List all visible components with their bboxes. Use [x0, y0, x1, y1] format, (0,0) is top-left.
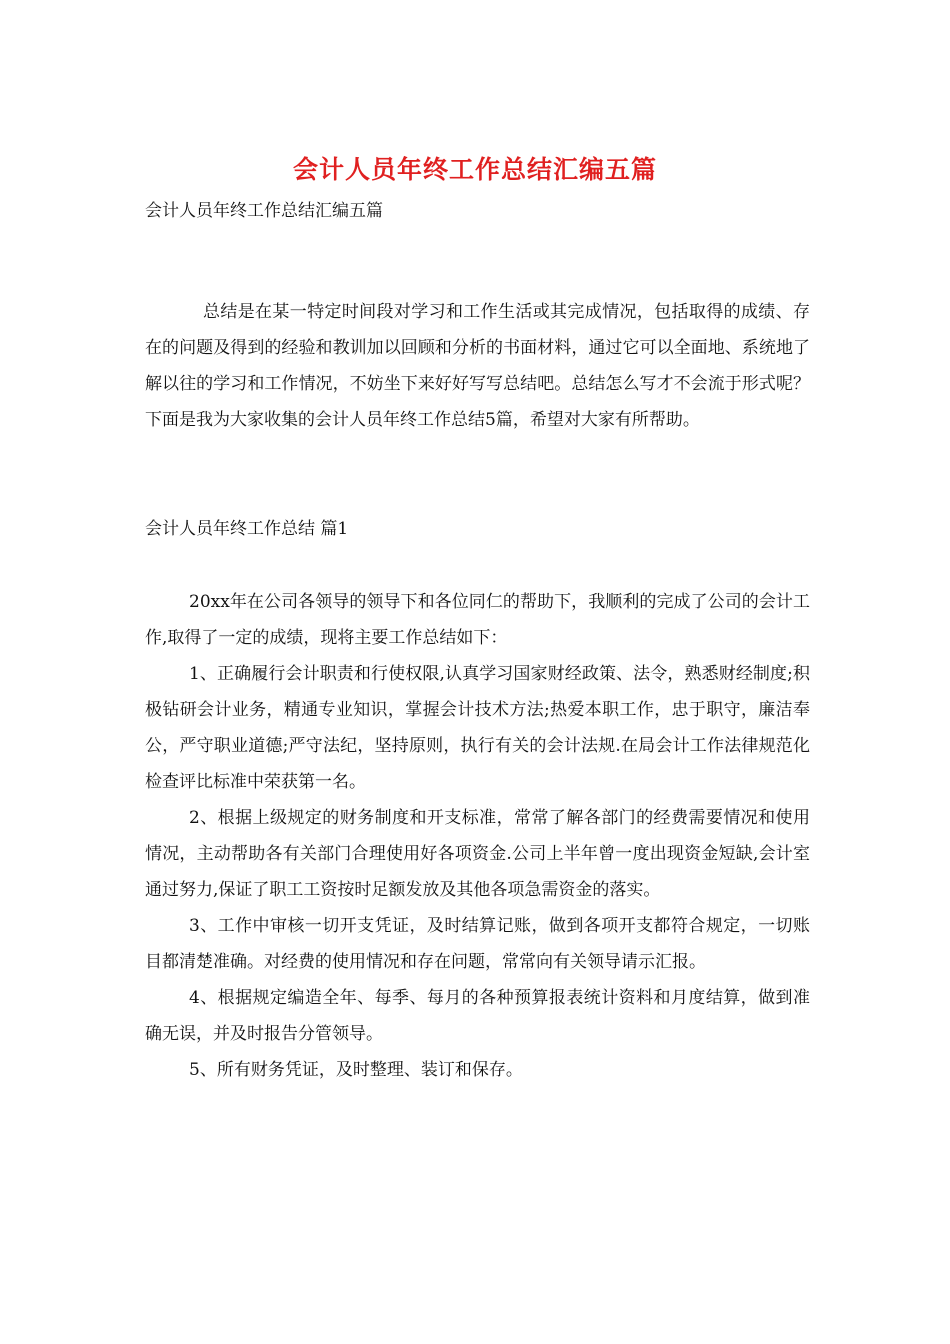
- intro-paragraph: 总结是在某一特定时间段对学习和工作生活或其完成情况，包括取得的成绩、存在的问题及得到的经验和教训加以回顾和分析的书面材料，通过它可以全面地、系统地了解以往的学习和工作情况，不妨坐下来好好写写总结吧。总结怎么写才不会流于形式呢？下面是我为大家收集的会计人员年终工作总结5篇，希望对大家有所帮助。: [145, 302, 810, 430]
- body-paragraph: 20xx年在公司各领导的领导下和各位同仁的帮助下，我顺利的完成了公司的会计工作,取得了一定的成绩，现将主要工作总结如下：: [145, 592, 810, 648]
- document-title: 会计人员年终工作总结汇编五篇: [292, 155, 657, 184]
- body-paragraph: 2、根据上级规定的财务制度和开支标准，常常了解各部门的经费需要情况和使用情况，主动帮助各有关部门合理使用好各项资金.公司上半年曾一度出现资金短缺,会计室通过努力,保证了职工工资按时足额发放及其他各项急需资金的落实。: [145, 808, 810, 900]
- body-paragraph: 3、工作中审核一切开支凭证，及时结算记账，做到各项开支都符合规定，一切账目都清楚准确。对经费的使用情况和存在问题，常常向有关领导请示汇报。: [145, 916, 810, 972]
- body-paragraph: 4、根据规定编造全年、每季、每月的各种预算报表统计资料和月度结算，做到准确无误，并及时报告分管领导。: [145, 988, 810, 1044]
- section-body: [145, 584, 810, 1088]
- body-paragraph: 1、正确履行会计职责和行使权限,认真学习国家财经政策、法令，熟悉财经制度;积极钻研会计业务，精通专业知识，掌握会计技术方法;热爱本职工作，忠于职守，廉洁奉公，严守职业道德;严守法纪，坚持原则，执行有关的会计法规.在局会计工作法律规范化检查评比标准中荣获第一名。: [145, 664, 810, 792]
- intro-block: [145, 294, 810, 438]
- section-heading: 会计人员年终工作总结 篇1: [145, 519, 349, 539]
- body-paragraph: 5、所有财务凭证，及时整理、装订和保存。: [189, 1060, 523, 1080]
- document-subtitle: 会计人员年终工作总结汇编五篇: [145, 201, 383, 221]
